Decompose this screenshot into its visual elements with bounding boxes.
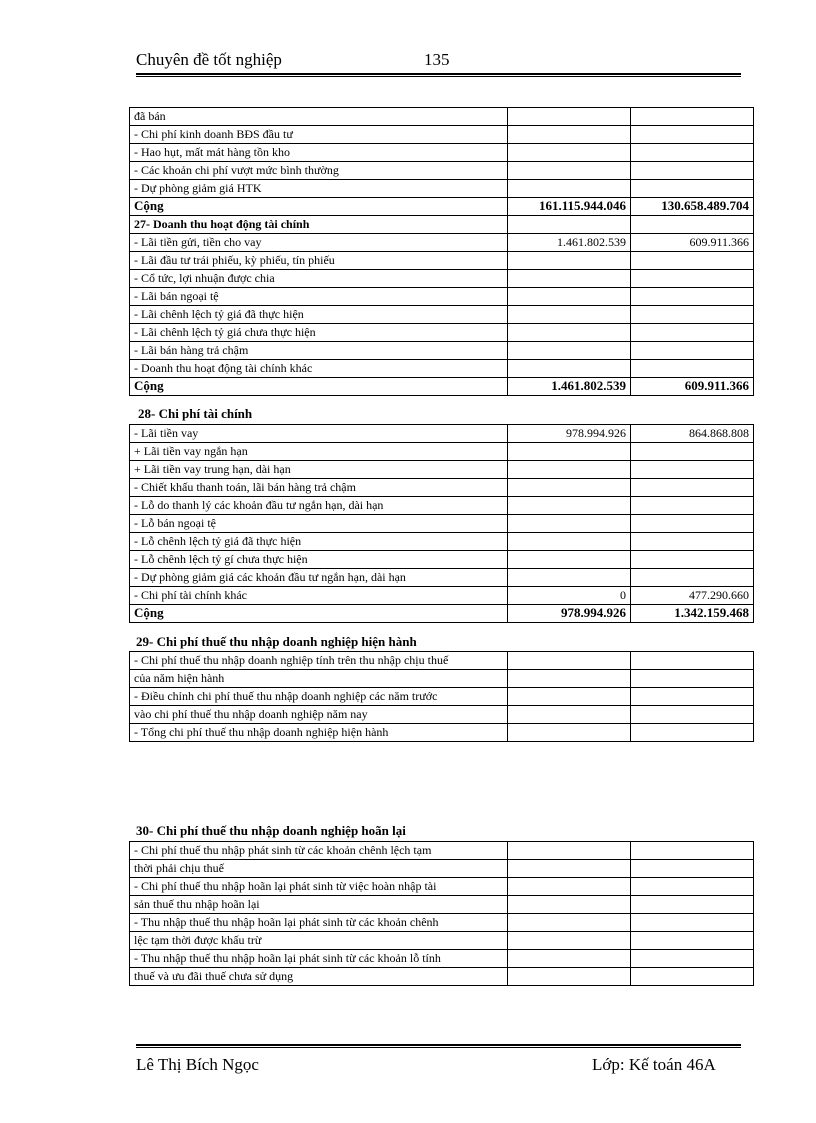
footer-author: Lê Thị Bích Ngọc	[136, 1055, 259, 1074]
table-row: - Dự phòng giảm giá HTK	[130, 180, 754, 198]
section-30-title: 30- Chi phí thuế thu nhập doanh nghiệp hoãn lại	[136, 823, 406, 838]
table-row: - Thu nhập thuế thu nhập hoãn lại phát sinh từ các khoản lỗ tính	[130, 950, 754, 968]
table-row: - Dự phòng giảm giá các khoản đầu tư ngắn hạn, dài hạn	[130, 569, 754, 587]
table-row: - Lãi bán hàng trả chậm	[130, 342, 754, 360]
table-row: - Chi phí thuế thu nhập hoãn lại phát sinh từ việc hoàn nhập tài	[130, 878, 754, 896]
table-row: - Lãi tiền vay 978.994.926 864.868.808	[130, 425, 754, 443]
table-deferred-cit-expense	[129, 841, 754, 986]
table-row: - Lãi bán ngoại tệ	[130, 288, 754, 306]
table-row: - Lãi chênh lệch tỷ giá đã thực hiện	[130, 306, 754, 324]
section-heading-row: 27- Doanh thu hoạt động tài chính	[130, 216, 754, 234]
table-row: + Lãi tiền vay ngắn hạn	[130, 443, 754, 461]
table-row: của năm hiện hành	[130, 670, 754, 688]
table-row: - Tổng chi phí thuế thu nhập doanh nghiệp hiện hành	[130, 724, 754, 742]
table-row: - Các khoản chi phí vượt mức bình thường	[130, 162, 754, 180]
total-row: Cộng 1.461.802.539 609.911.366	[130, 378, 754, 396]
table-current-cit-expense	[129, 651, 754, 742]
table-row: - Lỗ chênh lệch tỷ gí chưa thực hiện	[130, 551, 754, 569]
table-row: sản thuế thu nhập hoãn lại	[130, 896, 754, 914]
table-row: thuế và ưu đãi thuế chưa sử dụng	[130, 968, 754, 986]
table-row: - Hao hụt, mất mát hàng tồn kho	[130, 144, 754, 162]
table-row: vào chi phí thuế thu nhập doanh nghiệp năm nay	[130, 706, 754, 724]
section-29-title: 29- Chi phí thuế thu nhập doanh nghiệp hiện hành	[136, 634, 417, 649]
table-row: thời phải chịu thuế	[130, 860, 754, 878]
table-row: lệc tạm thời được khấu trừ	[130, 932, 754, 950]
table-row: - Điều chỉnh chi phí thuế thu nhập doanh nghiệp các năm trước	[130, 688, 754, 706]
total-row: Cộng 978.994.926 1.342.159.468	[130, 605, 754, 623]
table-row: - Chi phí tài chính khác 0 477.290.660	[130, 587, 754, 605]
header-rule	[136, 73, 741, 77]
table-row: - Lãi chênh lệch tỷ giá chưa thực hiện	[130, 324, 754, 342]
table-financial-expenses	[129, 424, 754, 623]
table-row: - Chi phí thuế thu nhập phát sinh từ các khoản chênh lệch tạm	[130, 842, 754, 860]
table-row: - Lãi tiền gửi, tiền cho vay 1.461.802.539 609.911.366	[130, 234, 754, 252]
footer-class: Lớp: Kế toán 46A	[592, 1055, 716, 1074]
page-header	[136, 50, 741, 74]
footer-rule	[136, 1044, 741, 1048]
table-row: - Chiết khấu thanh toán, lãi bán hàng trả chậm	[130, 479, 754, 497]
table-row: - Lãi đầu tư trái phiếu, kỳ phiếu, tín phiếu	[130, 252, 754, 270]
table-cost-and-revenue	[129, 107, 754, 396]
table-row: - Cổ tức, lợi nhuận được chia	[130, 270, 754, 288]
table-row: - Chi phí thuế thu nhập doanh nghiệp tính trên thu nhập chịu thuế	[130, 652, 754, 670]
table-row: - Lỗ bán ngoại tệ	[130, 515, 754, 533]
table-row: - Thu nhập thuế thu nhập hoãn lại phát sinh từ các khoản chênh	[130, 914, 754, 932]
table-row: đã bán	[130, 108, 754, 126]
section-28-title: 28- Chi phí tài chính	[138, 406, 253, 421]
total-row: Cộng 161.115.944.046 130.658.489.704	[130, 198, 754, 216]
table-row: - Lỗ do thanh lý các khoản đầu tư ngắn hạn, dài hạn	[130, 497, 754, 515]
table-row: + Lãi tiền vay trung hạn, dài hạn	[130, 461, 754, 479]
table-row: - Lỗ chênh lệch tỷ giá đã thực hiện	[130, 533, 754, 551]
table-row: - Chi phí kinh doanh BĐS đầu tư	[130, 126, 754, 144]
table-row: - Doanh thu hoạt động tài chính khác	[130, 360, 754, 378]
document-title: Chuyên đề tốt nghiệp	[136, 50, 282, 69]
page-number: 135	[424, 50, 450, 69]
